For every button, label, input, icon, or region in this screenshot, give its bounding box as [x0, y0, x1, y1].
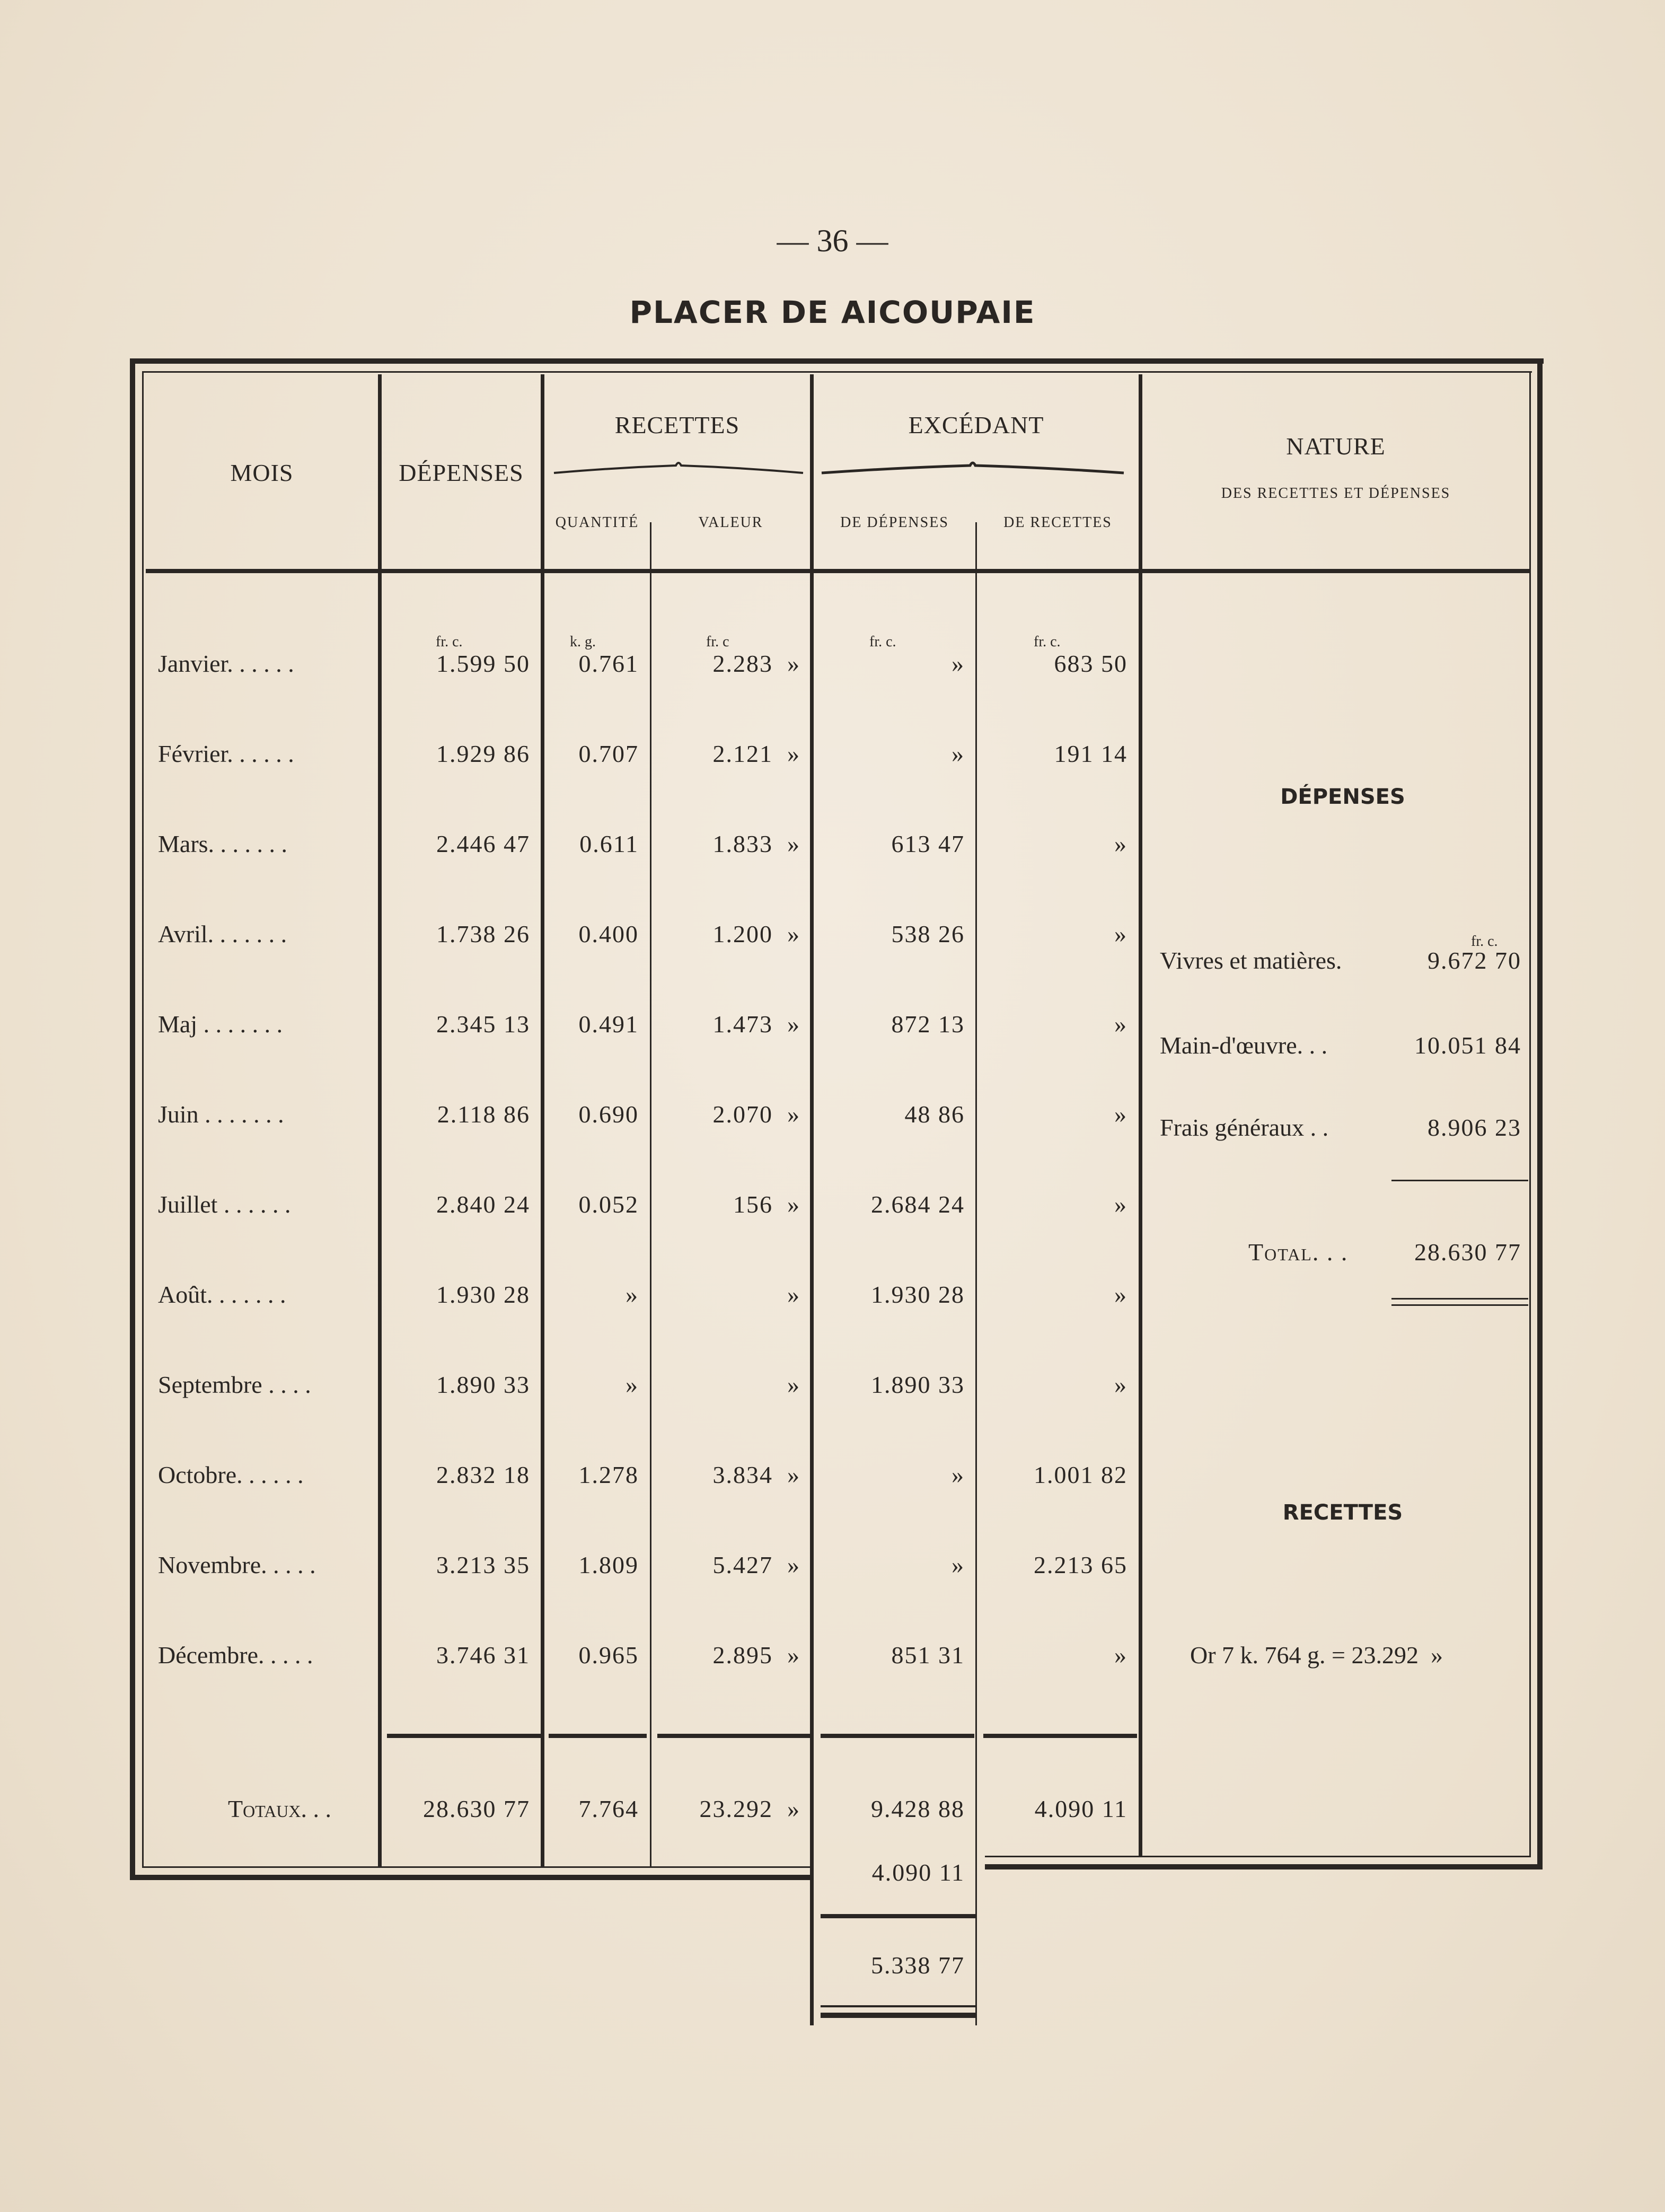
row-month: Décembre. . . . .: [158, 1642, 313, 1669]
row-valeur: 156 »: [733, 1191, 800, 1218]
row-quantite: 0.611: [579, 830, 639, 857]
header-valeur: VALEUR: [698, 514, 763, 531]
nature-item-value: 8.906 23: [1428, 1114, 1521, 1141]
unit-exc-depenses: fr. c.: [869, 634, 896, 650]
table-top-border: [130, 358, 1544, 364]
row-quantite: 1.278: [578, 1461, 639, 1488]
row-depenses: 2.840 24: [436, 1191, 530, 1218]
row-depenses: 1.930 28: [436, 1281, 530, 1308]
row-valeur: 2.283 »: [712, 650, 800, 677]
row-valeur: 2.121 »: [712, 740, 800, 767]
col-sep-quantite: [650, 522, 651, 1866]
unit-valeur: fr. c: [706, 634, 729, 650]
row-exc-depenses: »: [952, 740, 965, 767]
row-quantite: 0.052: [578, 1191, 639, 1218]
row-month: Août. . . . . . .: [158, 1281, 286, 1308]
nature-sum-rule: [1391, 1180, 1528, 1181]
col-sep-mois: [378, 374, 382, 1866]
row-depenses: 2.118 86: [437, 1101, 530, 1128]
excedant-brace: [819, 456, 1126, 477]
row-depenses: 3.746 31: [436, 1642, 530, 1669]
nature-item-label: Main-d'œuvre. . .: [1160, 1032, 1328, 1059]
totals-rule-exc-recettes: [983, 1734, 1137, 1738]
table-right-border: [1537, 358, 1543, 1869]
table-bottom-inner-right: [985, 1856, 1531, 1857]
row-exc-depenses: »: [952, 1461, 965, 1488]
header-excedant: EXCÉDANT: [908, 411, 1044, 438]
table-left-inner-border: [142, 371, 144, 1867]
nature-item-label: Frais généraux . .: [1160, 1114, 1329, 1141]
nature-total-label: Total. . .: [1248, 1239, 1349, 1266]
row-month: Février. . . . . .: [158, 740, 294, 767]
nature-item-value: 9.672 70: [1428, 947, 1521, 974]
row-exc-recettes: »: [1114, 1281, 1127, 1308]
header-mois: MOIS: [230, 459, 294, 486]
row-valeur: 1.200 »: [712, 920, 800, 947]
row-exc-recettes: »: [1114, 1642, 1127, 1669]
row-depenses: 1.929 86: [436, 740, 530, 767]
row-valeur: »: [787, 1371, 800, 1398]
nature-total-value: 28.630 77: [1414, 1239, 1521, 1266]
row-exc-recettes: »: [1114, 1191, 1127, 1218]
row-exc-depenses: 613 47: [891, 830, 965, 857]
totals-rule-depenses: [387, 1734, 541, 1738]
unit-depenses: fr. c.: [436, 634, 463, 650]
row-valeur: »: [787, 1281, 800, 1308]
unit-exc-recettes: fr. c.: [1034, 634, 1061, 650]
header-divider: [146, 569, 1529, 573]
row-quantite: 0.761: [578, 650, 639, 677]
appendix-net-value: 5.338 77: [871, 1952, 965, 1979]
row-exc-depenses: 872 13: [891, 1011, 965, 1038]
appendix-sum-rule: [821, 1914, 975, 1918]
header-recettes: RECETTES: [614, 411, 740, 438]
table-top-inner-border: [142, 371, 1532, 373]
nature-recettes-heading: RECETTES: [1282, 1500, 1403, 1525]
row-month: Juin . . . . . . .: [158, 1101, 284, 1128]
row-depenses: 1.599 50: [436, 650, 530, 677]
row-quantite: 0.690: [578, 1101, 639, 1128]
row-month: Mars. . . . . . .: [158, 830, 288, 857]
row-exc-recettes: 683 50: [1054, 650, 1127, 677]
nature-double-rule-2: [1391, 1304, 1528, 1306]
row-quantite: »: [626, 1281, 639, 1308]
appendix-double-rule-2: [821, 2013, 975, 2018]
row-depenses: 1.890 33: [436, 1371, 530, 1398]
header-quantite: QUANTITÉ: [555, 514, 639, 531]
appendix-double-rule-1: [821, 2005, 975, 2007]
row-exc-recettes: »: [1114, 830, 1127, 857]
total-depenses: 28.630 77: [423, 1795, 530, 1822]
header-nature: NATURE: [1286, 433, 1386, 460]
total-exc-depenses: 9.428 88: [871, 1795, 965, 1822]
table-bottom-border-left: [130, 1875, 811, 1880]
row-exc-recettes: »: [1114, 1011, 1127, 1038]
row-valeur: 3.834 »: [712, 1461, 800, 1488]
row-quantite: »: [626, 1371, 639, 1398]
recettes-brace: [551, 456, 806, 477]
row-quantite: 0.965: [578, 1642, 639, 1669]
row-quantite: 0.400: [578, 920, 639, 947]
row-depenses: 3.213 35: [436, 1551, 530, 1578]
page-number: — 36 —: [777, 223, 888, 258]
total-quantite: 7.764: [578, 1795, 639, 1822]
row-valeur: 5.427 »: [712, 1551, 800, 1578]
row-exc-recettes: 191 14: [1054, 740, 1127, 767]
row-exc-recettes: »: [1114, 920, 1127, 947]
row-exc-depenses: 851 31: [891, 1642, 965, 1669]
row-valeur: 1.473 »: [712, 1011, 800, 1038]
row-month: Novembre. . . . .: [158, 1551, 316, 1578]
nature-item-value: 10.051 84: [1414, 1032, 1521, 1059]
header-de-depenses: DE DÉPENSES: [840, 514, 949, 531]
row-valeur: 1.833 »: [712, 830, 800, 857]
row-exc-recettes: 2.213 65: [1034, 1551, 1127, 1578]
totals-rule-quantite: [549, 1734, 647, 1738]
row-month: Juillet . . . . . .: [158, 1191, 291, 1218]
row-month: Maj . . . . . . .: [158, 1011, 283, 1038]
row-quantite: 0.707: [578, 740, 639, 767]
table-bottom-inner-left: [142, 1866, 811, 1868]
row-valeur: 2.895 »: [712, 1642, 800, 1669]
row-exc-depenses: 1.890 33: [871, 1371, 965, 1398]
row-exc-recettes: »: [1114, 1371, 1127, 1398]
totals-label: Totaux. . .: [228, 1795, 332, 1822]
col-sep-depenses: [541, 374, 544, 1866]
row-exc-depenses: 2.684 24: [871, 1191, 965, 1218]
row-depenses: 2.446 47: [436, 830, 530, 857]
header-nature-sub: DES RECETTES ET DÉPENSES: [1221, 485, 1451, 502]
nature-unit: fr. c.: [1471, 933, 1498, 950]
row-month: Septembre . . . .: [158, 1371, 311, 1398]
unit-quantite: k. g.: [570, 634, 596, 650]
row-month: Janvier. . . . . .: [158, 650, 294, 677]
total-exc-recettes: 4.090 11: [1034, 1795, 1127, 1822]
nature-depenses-heading: DÉPENSES: [1280, 785, 1405, 809]
header-depenses: DÉPENSES: [399, 459, 524, 486]
row-month: Octobre. . . . . .: [158, 1461, 304, 1488]
appendix-subtract-value: 4.090 11: [871, 1859, 965, 1886]
row-month: Avril. . . . . . .: [158, 920, 287, 947]
col-sep-exc-depenses: [975, 522, 977, 2025]
row-exc-depenses: »: [952, 650, 965, 677]
nature-item-label: Vivres et matières.: [1160, 947, 1342, 974]
totals-rule-valeur: [657, 1734, 810, 1738]
table-left-border: [130, 358, 135, 1880]
row-exc-depenses: 48 86: [904, 1101, 965, 1128]
row-quantite: 0.491: [578, 1011, 639, 1038]
col-sep-exc-recettes: [1139, 374, 1142, 1857]
row-exc-depenses: 538 26: [891, 920, 965, 947]
row-depenses: 1.738 26: [436, 920, 530, 947]
page-title: PLACER DE AICOUPAIE: [629, 294, 1036, 330]
nature-double-rule-1: [1391, 1298, 1528, 1300]
row-exc-depenses: 1.930 28: [871, 1281, 965, 1308]
totals-rule-exc-depenses: [821, 1734, 974, 1738]
row-depenses: 2.832 18: [436, 1461, 530, 1488]
row-exc-recettes: »: [1114, 1101, 1127, 1128]
total-valeur: 23.292 »: [699, 1795, 800, 1822]
row-quantite: 1.809: [578, 1551, 639, 1578]
row-depenses: 2.345 13: [436, 1011, 530, 1038]
col-sep-valeur: [810, 374, 814, 2025]
nature-recettes-line: Or 7 k. 764 g. = 23.292 »: [1190, 1642, 1443, 1669]
table-right-inner-border: [1529, 371, 1531, 1857]
appendix-right-border: [975, 1856, 977, 2025]
row-exc-recettes: 1.001 82: [1034, 1461, 1127, 1488]
row-exc-depenses: »: [952, 1551, 965, 1578]
header-de-recettes: DE RECETTES: [1003, 514, 1112, 531]
row-valeur: 2.070 »: [712, 1101, 800, 1128]
table-bottom-border-right: [985, 1864, 1543, 1869]
